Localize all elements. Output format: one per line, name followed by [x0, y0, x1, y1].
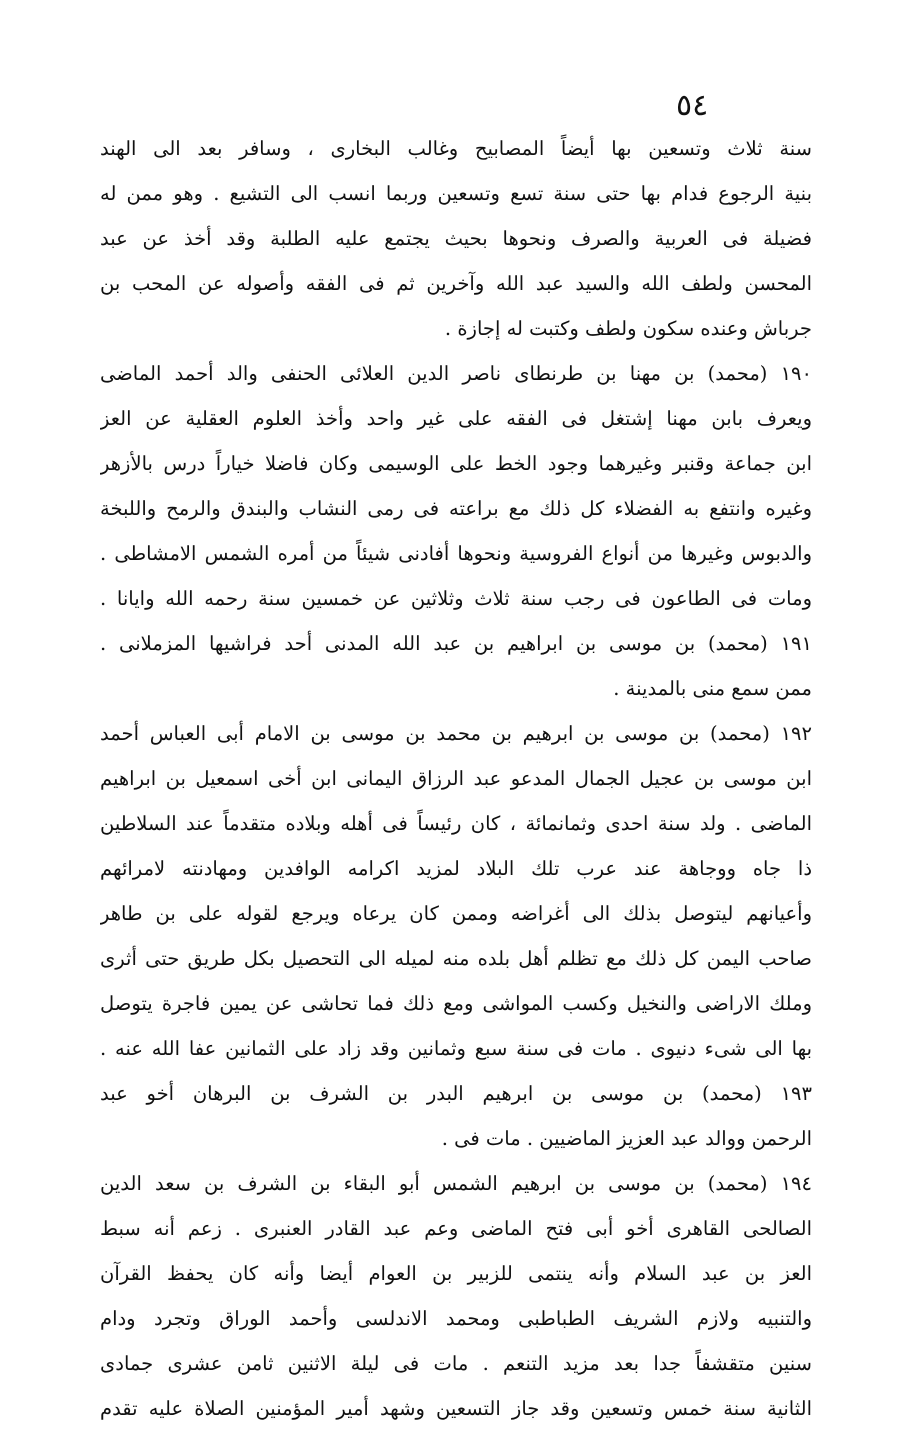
text-line: ابن موسى بن عجيل الجمال المدعو عبد الرزاق اليمانى ابن أخى اسمعيل بن ابراهيم	[100, 767, 812, 790]
text-line: جرباش وعنده سكون ولطف وكتبت له إجازة .	[444, 317, 812, 340]
entry-194-line: ١٩٤ (محمد) بن موسى بن ابرهيم الشمس أبو البقاء بن الشرف بن سعد الدين	[100, 1172, 812, 1195]
text-line: وغيره وانتفع به الفضلاء كل ذلك مع براعته فى رمى النشاب والبندق والرمح واللبخة	[100, 497, 812, 520]
text-line: فضيلة فى العربية والصرف ونحوها بحيث يجتمع عليه الطلبة وقد أخذ عن عبد	[100, 227, 812, 250]
text-line: وأعيانهم ليتوصل بذلك الى أغراضه وممن كان يرعاه ويرجع لقوله على بن طاهر	[100, 902, 812, 925]
entry-191-line: ١٩١ (محمد) بن موسى بن ابراهيم بن عبد الله المدنى أحد فراشيها المزملانى .	[100, 632, 812, 655]
text-line: بنية الرجوع فدام بها حتى سنة تسع وتسعين وربما انسب الى التشيع . وهو ممن له	[100, 182, 812, 205]
entry-193-line: ١٩٣ (محمد) بن موسى بن ابرهيم البدر بن الشرف بن البرهان أخو عبد	[100, 1082, 812, 1105]
text-line: صاحب اليمن كل ذلك مع تظلم أهل بلده منه لميله الى التحصيل بكل طريق حتى أثرى	[100, 947, 812, 970]
text-line: ابن جماعة وقنبر وغيرهما وجود الخط على الوسيمى وكان فاضلا خياراً درس بالأزهر	[100, 452, 812, 475]
text-line: الرحمن ووالد عبد العزيز الماضيين . مات فى .	[441, 1127, 812, 1150]
text-line: ويعرف بابن مهنا إشتغل فى الفقه على غير واحد وأخذ العلوم العقلية عن العز	[100, 407, 812, 430]
text-line: والدبوس وغيرها من أنواع الفروسية ونحوها أفادنى شيئاً من أمره الشمس الامشاطى .	[100, 542, 812, 565]
text-line: سنين متقشفاً جدا بعد مزيد التنعم . مات فى ليلة الاثنين ثامن عشرى جمادى	[100, 1352, 812, 1375]
text-line: الثانية سنة خمس وتسعين وقد جاز التسعين وشهد أمير المؤمنين الصلاة عليه تقدم	[100, 1397, 812, 1420]
entry-192-line: ١٩٢ (محمد) بن موسى بن ابرهيم بن محمد بن موسى بن الامام أبى العباس أحمد	[100, 722, 812, 745]
page-text	[100, 126, 812, 1431]
text-line: بها الى شىء دنيوى . مات فى سنة سبع وثمانين وقد زاد على الثمانين عفا الله عنه .	[100, 1037, 812, 1060]
entry-190-line: ١٩٠ (محمد) بن مهنا بن طرنطاى ناصر الدين العلائى الحنفى والد أحمد الماضى	[100, 362, 812, 385]
text-line: الصالحى القاهرى أخو أبى فتح الماضى وعم عبد القادر العنبرى . زعم أنه سبط	[100, 1217, 812, 1240]
text-line: ذا جاه ووجاهة عند عرب تلك البلاد لمزيد اكرامه الوافدين ومهادنته لامرائهم	[100, 857, 812, 880]
text-line: العز بن عبد السلام وأنه ينتمى للزبير بن العوام أيضا وأنه كان يحفظ القرآن	[100, 1262, 812, 1285]
text-line: والتنبيه ولازم الشريف الطباطبى ومحمد الاندلسى وأحمد الوراق وتجرد ودام	[100, 1307, 812, 1330]
text-line: وملك الاراضى والنخيل وكسب المواشى ومع ذلك فما تحاشى عن يمين فاجرة يتوصل	[100, 992, 812, 1015]
text-line: سنة ثلاث وتسعين بها أيضاً المصابيح وغالب البخارى ، وسافر بعد الى الهند	[100, 137, 812, 160]
text-line: الماضى . ولد سنة احدى وثمانمائة ، كان رئيساً فى أهله وبلاده متقدماً عند السلاطين	[100, 812, 812, 835]
text-line: ومات فى الطاعون فى رجب سنة ثلاث وثلاثين عن خمسين سنة رحمه الله وايانا .	[100, 587, 812, 610]
text-line: المحسن ولطف الله والسيد عبد الله وآخرين ثم فى الفقه وأصوله عن المحب بن	[100, 272, 812, 295]
page-number: ٥٤	[676, 88, 709, 123]
text-line: ممن سمع منى بالمدينة .	[613, 677, 812, 700]
